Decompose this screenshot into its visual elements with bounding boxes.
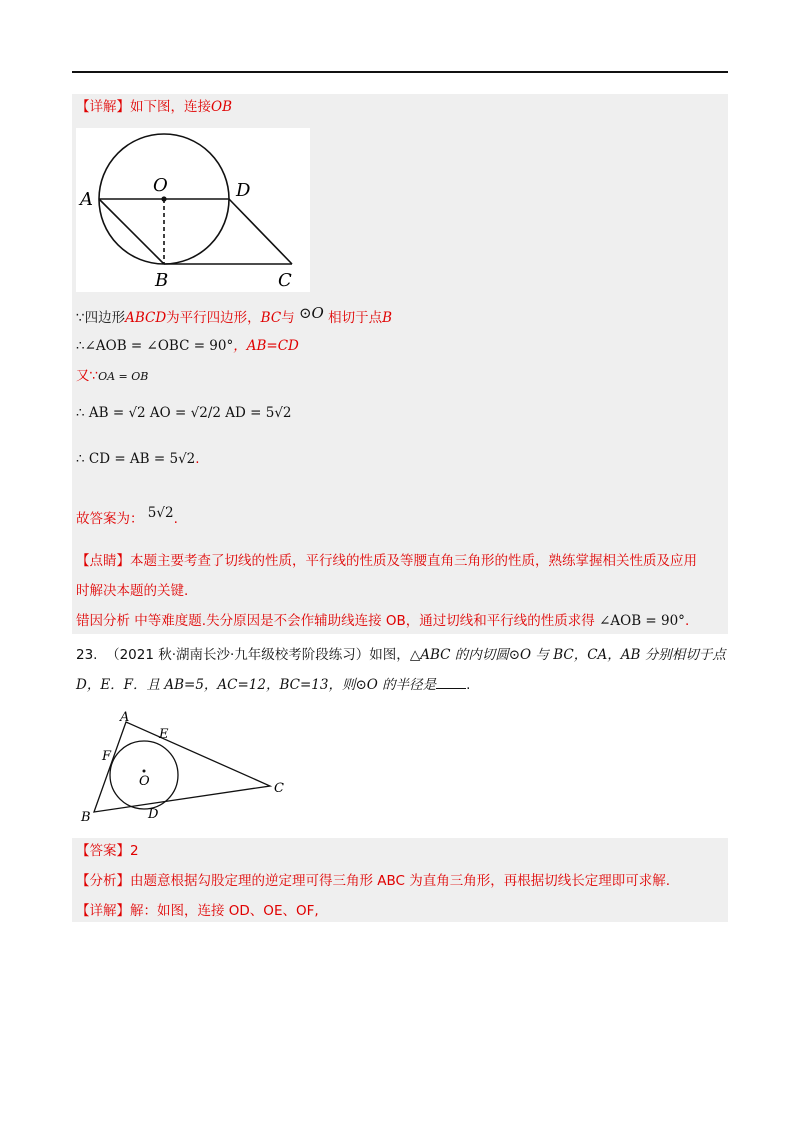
answer-dot: .	[173, 511, 178, 527]
q23-analysis-tag: 【分析】	[76, 873, 130, 889]
detail-line	[76, 98, 232, 116]
answer-value: 5√2	[147, 505, 174, 521]
question-23-line-1	[76, 646, 726, 664]
label2-b: B	[81, 810, 91, 825]
comment-text-2: 时解决本题的关键.	[76, 583, 189, 599]
circle-o-symbol: ⊙O	[298, 304, 324, 322]
comment-text-1: 本题主要考查了切线的性质，平行线的性质及等腰直角三角形的性质，熟练掌握相关性质及应用	[130, 553, 697, 569]
figure-incircle-triangle	[76, 708, 296, 828]
comment-tag: 【点睛】	[76, 553, 130, 569]
detail-var: OB	[211, 99, 232, 115]
header-rule	[72, 71, 728, 73]
reason-line-1	[76, 304, 393, 327]
segment-dc	[229, 199, 292, 264]
label2-f: F	[102, 749, 112, 764]
question-source: （2021 秋·湖南长沙·九年级校考阶段练习）如图，	[106, 647, 410, 663]
parallelogram-text: 为平行四边形，	[166, 310, 261, 326]
label-a: A	[80, 189, 93, 210]
error-analysis-line	[76, 612, 689, 630]
q23-answer-value: 2	[130, 843, 139, 859]
detail-tag: 【详解】	[76, 99, 130, 115]
ab-cd-text: ，AB=CD	[233, 338, 299, 354]
label2-c: C	[274, 781, 284, 796]
q23-detail-line	[76, 902, 319, 920]
reason-line-2	[76, 337, 299, 355]
error-dot: .	[684, 613, 690, 629]
label-d: D	[236, 180, 251, 201]
label2-o: O	[139, 774, 150, 789]
question-end: .	[466, 677, 471, 693]
point-o	[161, 196, 166, 201]
error-text: 错因分析 中等难度题.失分原因是不会作辅助线连接 OB，通过切线和平行线的性质求得	[76, 613, 595, 629]
q23-detail-tag: 【详解】	[76, 903, 130, 919]
abcd-var: ABCD	[125, 310, 167, 326]
cd-calculation: ∴ CD = AB = 5√2	[76, 451, 196, 467]
triangle-abc	[94, 722, 270, 812]
segment-ab	[99, 199, 164, 264]
reason-line-5	[76, 450, 200, 468]
also-text: 又∵	[76, 368, 99, 384]
label2-d: D	[148, 807, 159, 822]
oa-ob-equation: OA = OB	[98, 370, 149, 383]
question-text-2: D，E．F．且 AB=5，AC=12，BC=13，则⊙O 的半径是	[76, 677, 437, 693]
q23-detail-text: 解：如图，连接 OD、OE、OF,	[130, 903, 319, 919]
b-var: B	[382, 310, 393, 326]
point-o-2	[143, 770, 146, 773]
comment-line-2	[76, 582, 188, 600]
q23-answer-tag: 【答案】	[76, 843, 130, 859]
detail-text: 如下图，连接	[130, 99, 211, 115]
question-number: 23.	[76, 647, 98, 663]
answer-label: 故答案为：	[76, 511, 144, 527]
reason-line-3	[76, 367, 148, 386]
reason-line-4	[76, 404, 292, 422]
q23-answer-line	[76, 842, 139, 860]
since-text: ∵四边形	[76, 310, 126, 326]
angle-equation: ∴∠AOB = ∠OBC = 90°	[76, 338, 234, 354]
answer-line	[76, 505, 178, 528]
label-c: C	[278, 270, 292, 291]
label2-e: E	[159, 727, 169, 742]
figure-circle-parallelogram	[76, 128, 310, 292]
tangent-text: 相切于点	[328, 310, 383, 326]
ab-calculation: ∴ AB = √2 AO = √2/2 AD = 5√2	[76, 405, 292, 421]
label-b: B	[155, 270, 169, 291]
line5-dot: .	[195, 451, 200, 467]
label-o: O	[153, 175, 168, 196]
comment-line-1	[76, 552, 697, 570]
bc-var: BC	[260, 310, 282, 326]
label2-a: A	[120, 710, 130, 725]
question-23-line-2	[76, 676, 470, 694]
q23-analysis-line	[76, 872, 670, 890]
q23-analysis-text: 由题意根据勾股定理的逆定理可得三角形 ABC 为直角三角形，再根据切线长定理即可求解.	[130, 873, 671, 889]
question-text-1: △ABC 的内切圆⊙O 与 BC，CA，AB 分别相切于点	[409, 647, 726, 663]
error-math: ∠AOB = 90°	[599, 613, 685, 629]
answer-blank	[436, 676, 466, 689]
with-text: 与	[281, 310, 295, 326]
